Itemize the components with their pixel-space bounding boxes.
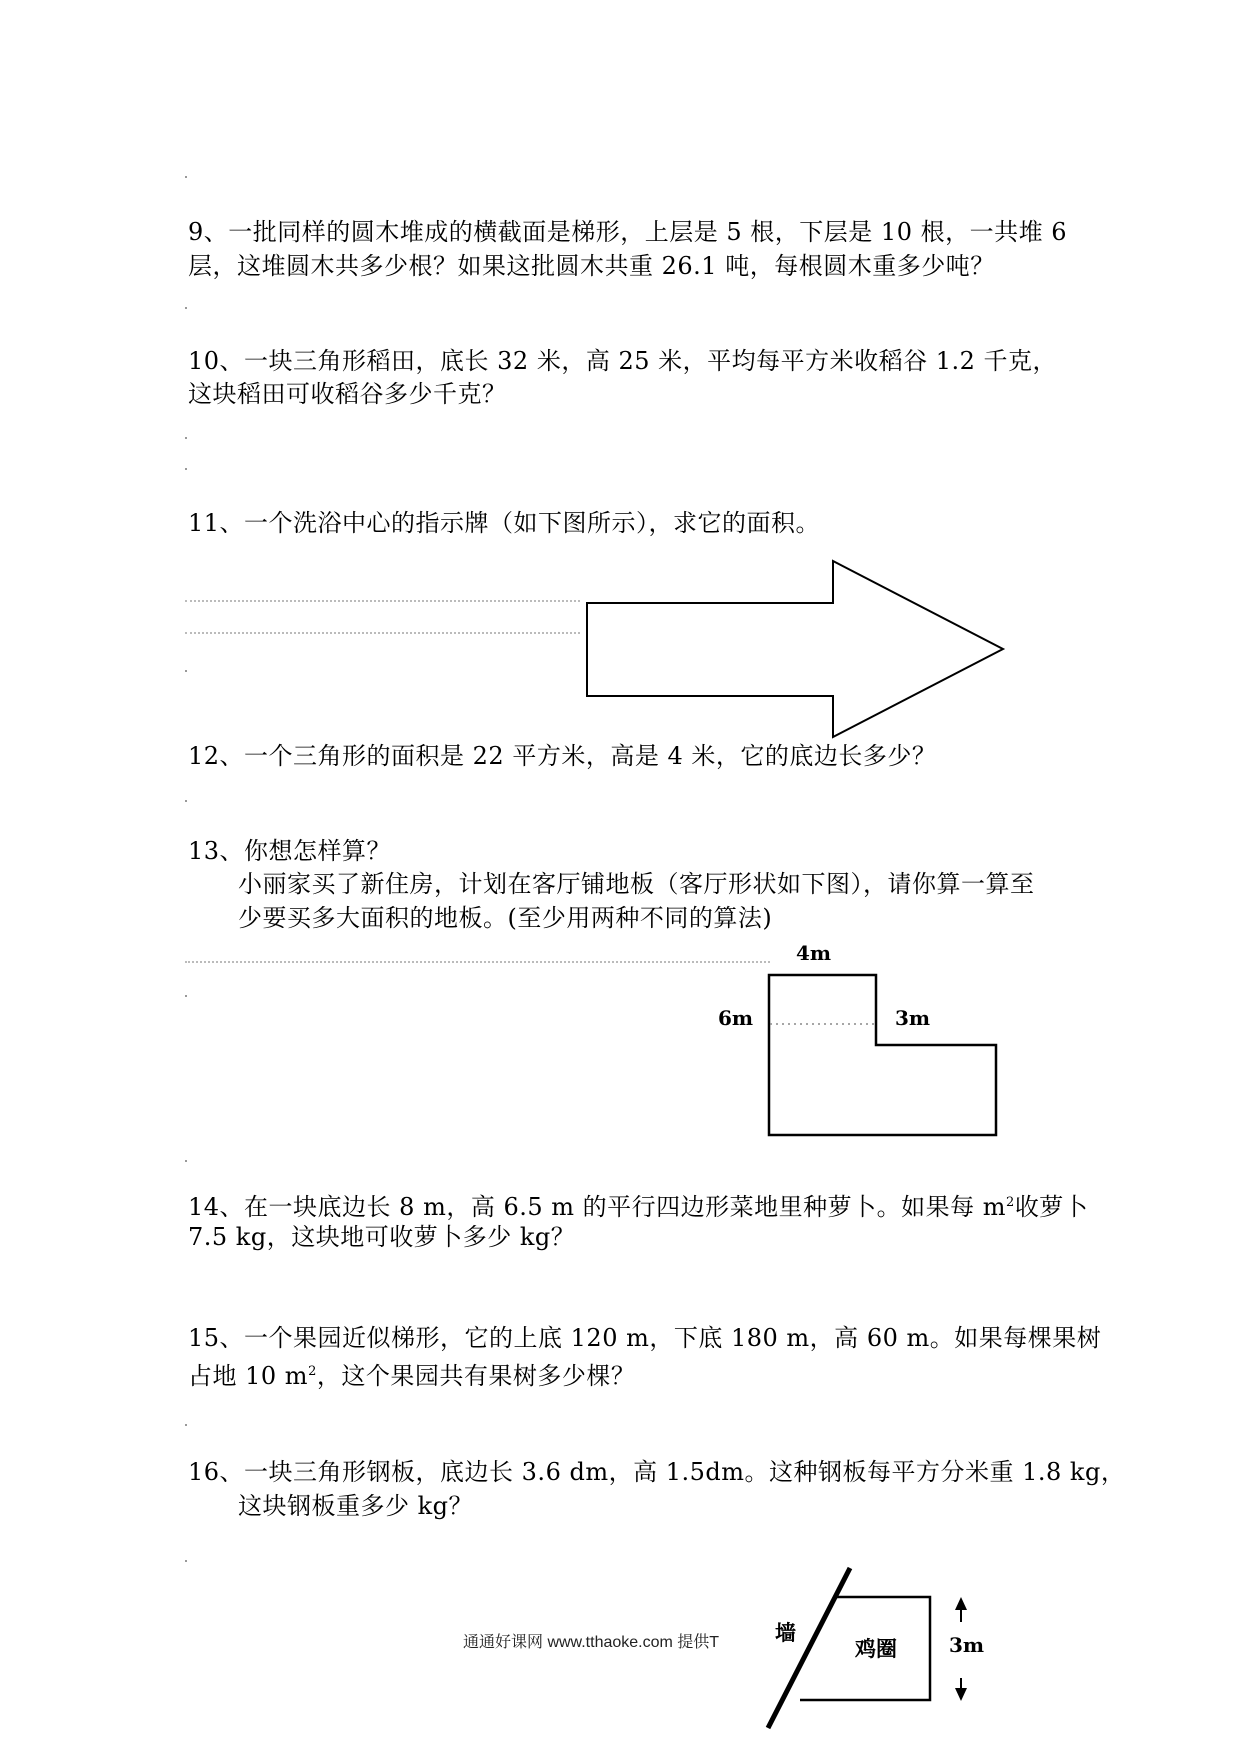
pen-label: 鸡圈 (855, 1636, 897, 1661)
q14-line1-b: 收萝卜 (1014, 1193, 1089, 1221)
q14-line1-a: 14、在一块底边长 8 m，高 6.5 m 的平行四边形菜地里种萝卜。如果每 m (188, 1193, 1007, 1221)
room-l-shape-figure (769, 975, 996, 1135)
q11-line1: 11、一个洗浴中心的指示牌（如下图所示），求它的面积。 (188, 509, 821, 537)
q14-superscript: 2 (1006, 1195, 1015, 1210)
room-label-top: 4m (796, 941, 832, 965)
q12-line1: 12、一个三角形的面积是 22 平方米，高是 4 米，它的底边长多少？ (188, 742, 937, 770)
wall-label: 墙 (775, 1620, 796, 1645)
wall-line (768, 1568, 850, 1728)
q15-line2-a: 占地 10 m (188, 1362, 309, 1390)
q13-line2: 小丽家买了新住房，计划在客厅铺地板（客厅形状如下图），请你算一算至 (238, 870, 1035, 898)
q15-line2-b: ，这个果园共有果树多少棵？ (316, 1362, 636, 1390)
room-label-left: 6m (718, 1006, 754, 1030)
q13-line1: 13、你想怎样算？ (188, 837, 392, 865)
q10-line2: 这块稻田可收稻谷多少千克？ (188, 380, 507, 408)
pen-height-label: 3m (949, 1633, 985, 1657)
height-arrow-head-up (955, 1597, 967, 1610)
q15-line1: 15、一个果园近似梯形，它的上底 120 m，下底 180 m，高 60 m。如果每棵果树 (188, 1324, 1102, 1352)
q16-line1: 16、一块三角形钢板，底边长 3.6 dm，高 1.5dm。这种钢板每平方分米重 1.8 kg， (188, 1458, 1126, 1486)
q14-line2: 7.5 kg，这块地可收萝卜多少 kg？ (188, 1223, 576, 1251)
room-label-right: 3m (895, 1006, 931, 1030)
q15-superscript: 2 (308, 1364, 317, 1379)
footer-source: 通通好课网 www.tthaoke.com 提供T (463, 1634, 720, 1651)
q9-line1: 9、一批同样的圆木堆成的横截面是梯形，上层是 5 根，下层是 10 根，一共堆 6 (188, 218, 1067, 246)
height-arrow-head-down (955, 1688, 967, 1701)
q10-line1: 10、一块三角形稻田，底长 32 米，高 25 米，平均每平方米收稻谷 1.2 千克， (188, 347, 1058, 375)
q13-line3: 少要买多大面积的地板。(至少用两种不同的算法) (238, 904, 773, 932)
q9-line2: 层，这堆圆木共多少根？如果这批圆木共重 26.1 吨，每根圆木重多少吨？ (188, 252, 995, 280)
arrow-sign-figure (587, 561, 1003, 737)
q16-line2: 这块钢板重多少 kg？ (238, 1492, 474, 1520)
